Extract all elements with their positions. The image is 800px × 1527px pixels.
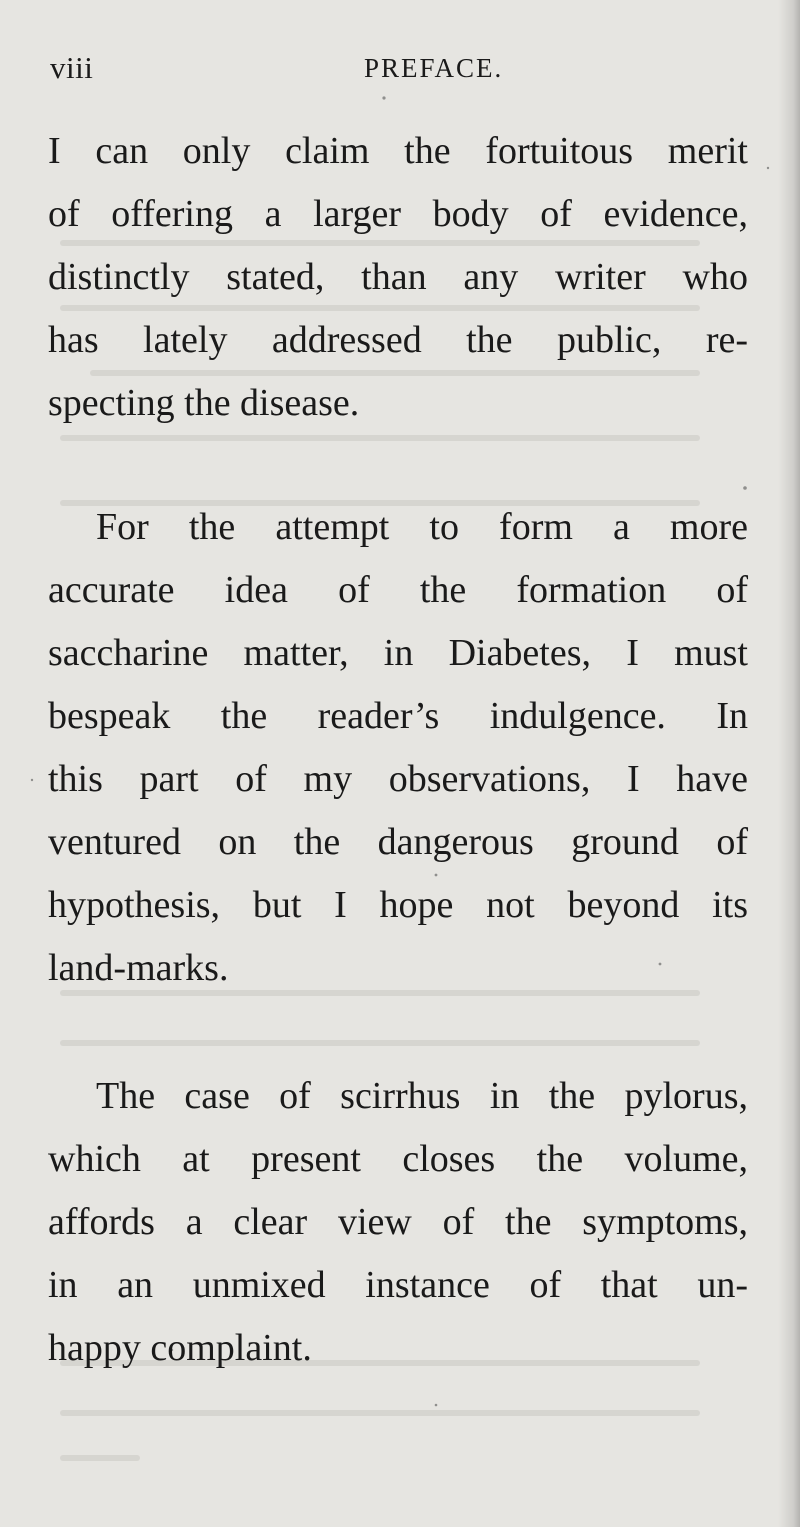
text-line: affords a clear view of the symptoms, [48,1201,748,1243]
text-line: in an unmixed instance of that un- [48,1264,748,1306]
page-number: viii [50,50,94,85]
page-header [48,50,748,90]
paragraph-1 [48,120,748,435]
page-edge-shadow [778,0,800,1527]
text-line: has lately addressed the public, re- [48,319,748,361]
text-line: hypothesis, but I hope not beyond its [48,884,748,926]
paragraph-3 [48,1065,748,1380]
text-line: land-marks. [48,947,229,989]
text-line: happy complaint. [48,1327,312,1369]
text-line: The case of scirrhus in the pylorus, [96,1075,748,1117]
text-line: of offering a larger body of evidence, [48,193,748,235]
text-line: saccharine matter, in Diabetes, I must [48,632,748,674]
text-line: which at present closes the volume, [48,1138,748,1180]
text-line: For the attempt to form a more [96,506,748,548]
text-line: bespeak the reader’s indulgence. In [48,695,748,737]
text-line: this part of my observations, I have [48,758,748,800]
text-line: ventured on the dangerous ground of [48,821,748,863]
text-line: specting the disease. [48,382,360,424]
running-head: PREFACE. [364,53,504,83]
text-line: I can only claim the fortuitous merit [48,130,748,172]
paragraph-2 [48,496,748,1000]
text-line: distinctly stated, than any writer who [48,256,748,298]
text-line: accurate idea of the formation of [48,569,748,611]
